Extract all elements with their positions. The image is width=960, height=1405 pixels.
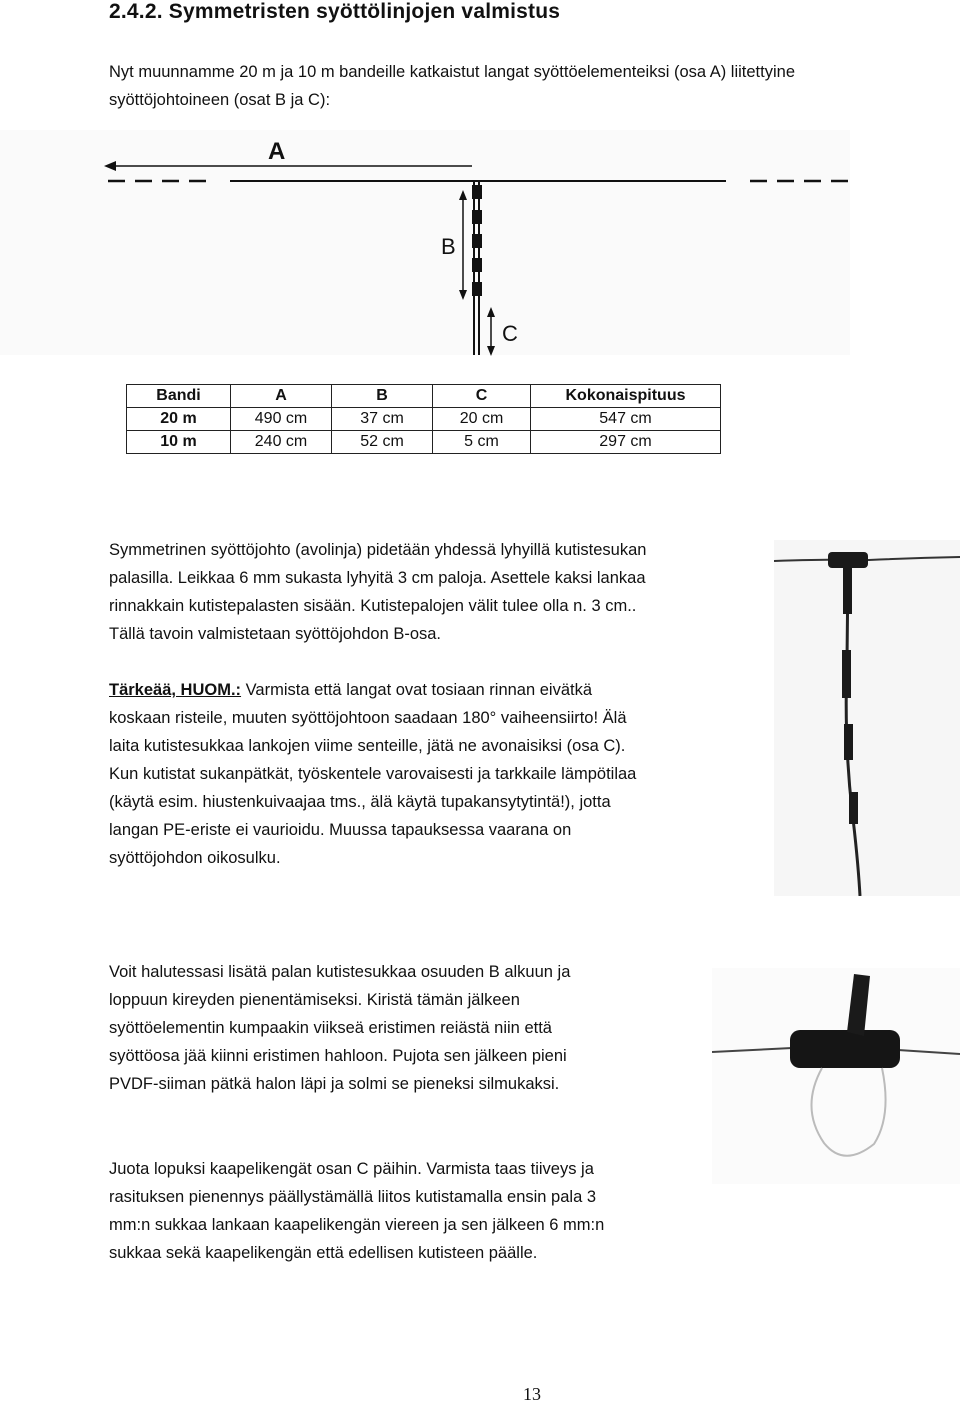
text-line: koskaan risteile, muuten syöttöjohtoon saadaan 180° vaiheensiirto! Älä: [109, 709, 627, 727]
table-cell: 10 m: [127, 431, 231, 454]
insulator-photo: [712, 968, 960, 1184]
table-cell: 20 cm: [433, 408, 531, 431]
table-cell: 490 cm: [231, 408, 332, 431]
table-cell: 297 cm: [531, 431, 721, 454]
table-cell: 20 m: [127, 408, 231, 431]
page-number: 13: [523, 1384, 541, 1404]
text-run: Varmista että langat ovat tosiaan rinnan eivätkä: [241, 681, 593, 699]
label-b: B: [441, 234, 456, 259]
text-line: rasituksen pienennys päällystämällä liitos kutistamalla ensin pala 3: [109, 1188, 597, 1206]
text-line: sukkaa sekä kaapelikengän että edellisen kutisteen päälle.: [109, 1244, 538, 1262]
text-line: loppuun kireyden pienentämiseksi. Kiristä tämän jälkeen: [109, 991, 520, 1009]
col-header: Bandi: [127, 385, 231, 408]
text-line: syöttöelementin kumpaakin viikseä eristimen reiästä niin että: [109, 1019, 552, 1037]
text-line: Tällä tavoin valmistetaan syöttöjohdon B-osa.: [109, 625, 442, 643]
text-line: PVDF-siiman pätkä halon läpi ja solmi se pieneksi silmukaksi.: [109, 1075, 560, 1093]
paragraph-terminals: [109, 1155, 676, 1267]
text-line: Juota lopuksi kaapelikengät osan C päihin. Varmista taas tiiveys ja: [109, 1160, 594, 1178]
col-header: C: [433, 385, 531, 408]
table-row: [127, 431, 721, 454]
intro-paragraph: [109, 58, 960, 114]
text-line: (käytä esim. hiustenkuivaajaa tms., älä käytä tupakansytytintä!), jotta: [109, 793, 611, 811]
text-line: [109, 676, 727, 704]
intro-line: Nyt muunnamme 20 m ja 10 m bandeille katkaistut langat syöttöelementeiksi (osa A) liitettyine: [109, 63, 795, 81]
important-label: Tärkeää, HUOM.:: [109, 681, 242, 699]
label-c: C: [502, 321, 518, 346]
table-cell: 240 cm: [231, 431, 332, 454]
table-cell: 547 cm: [531, 408, 721, 431]
col-header: A: [231, 385, 332, 408]
label-a: A: [268, 138, 286, 165]
table-cell: 37 cm: [332, 408, 433, 431]
text-line: mm:n sukkaa lankaan kaapelikengän viereen ja sen jälkeen 6 mm:n: [109, 1216, 605, 1234]
text-line: syöttöosa jää kiinni eristimen hahloon. Pujota sen jälkeen pieni: [109, 1047, 567, 1065]
section-heading: 2.4.2. Symmetristen syöttölinjojen valmistus: [109, 0, 561, 23]
table-header-row: [127, 385, 721, 408]
table-cell: 52 cm: [332, 431, 433, 454]
paragraph-important: [109, 676, 727, 872]
text-line: laita kutistesukkaa lankojen viime senteille, jätä ne avonaisiksi (osa C).: [109, 737, 626, 755]
dimensions-table: [126, 384, 721, 454]
paragraph-feedline: [109, 536, 729, 648]
col-header: B: [332, 385, 433, 408]
table-cell: 5 cm: [433, 431, 531, 454]
text-line: rinnakkain kutistepalasten sisään. Kutistepalojen välit tulee olla n. 3 cm..: [109, 597, 637, 615]
paragraph-tension: [109, 958, 676, 1098]
feedline-photo: [774, 540, 960, 896]
feedline-diagram: [0, 130, 860, 360]
text-line: langan PE-eriste ei vaurioidu. Muussa tapauksessa vaarana on: [109, 821, 572, 839]
text-line: syöttöjohdon oikosulku.: [109, 849, 281, 867]
table-row: [127, 408, 721, 431]
text-line: Voit halutessasi lisätä palan kutistesukkaa osuuden B alkuun ja: [109, 963, 571, 981]
text-line: Kun kutistat sukanpätkät, työskentele varovaisesti ja tarkkaile lämpötilaa: [109, 765, 637, 783]
text-line: palasilla. Leikkaa 6 mm sukasta lyhyitä 3 cm paloja. Asettele kaksi lankaa: [109, 569, 646, 587]
col-header: Kokonaispituus: [531, 385, 721, 408]
text-line: Symmetrinen syöttöjohto (avolinja) pidetään yhdessä lyhyillä kutistesukan: [109, 541, 647, 559]
intro-line: syöttöjohtoineen (osat B ja C):: [109, 91, 331, 109]
